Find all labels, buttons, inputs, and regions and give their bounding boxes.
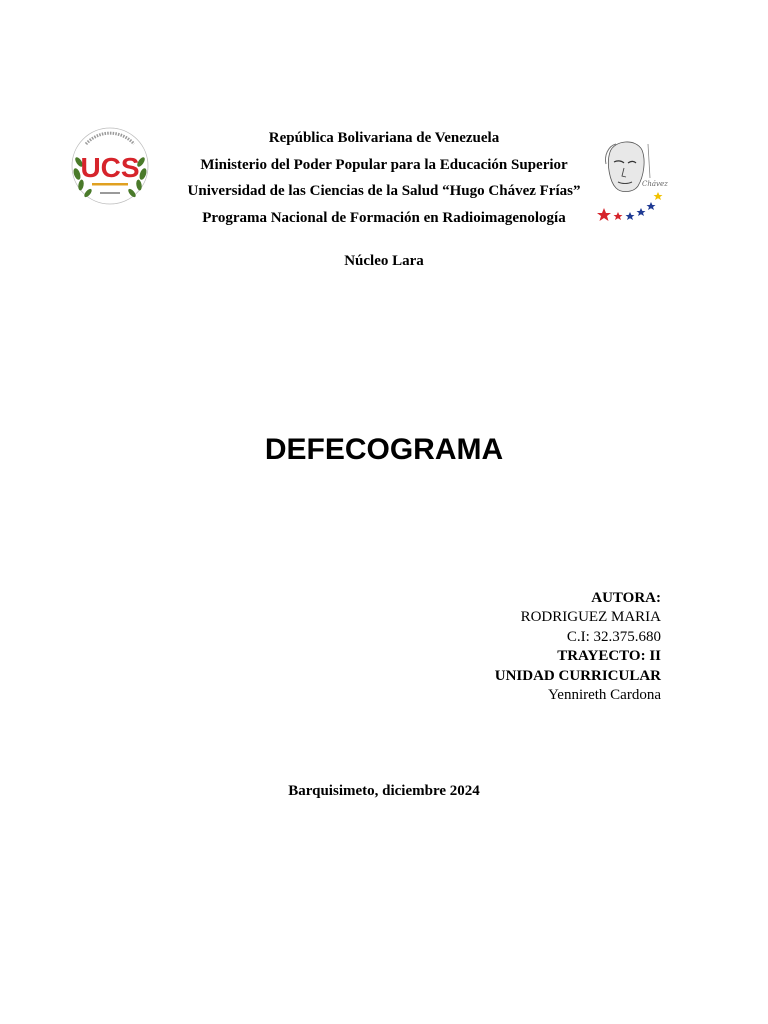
trayecto-label: TRAYECTO: II [557,648,661,665]
header-line-republica: República Bolivariana de Venezuela [268,130,500,146]
portrait-logo [596,134,668,222]
unidad-curricular-label: UNIDAD CURRICULAR [494,667,661,684]
author-block [495,589,661,705]
portrait-sketch-icon [596,134,668,222]
header-line-ministerio: Ministerio del Poder Popular para la Educación Superior [200,156,568,173]
svg-text:UCS: UCS [80,152,140,183]
ucs-emblem-icon [66,124,154,208]
header-line-universidad: Universidad de las Ciencias de la Salud “Hugo Chávez Frías” [187,183,581,200]
place-date: Barquisimeto, diciembre 2024 [288,783,480,799]
document-title: DEFECOGRAMA [264,433,504,466]
svg-text:Chávez: Chávez [642,180,668,188]
nucleo-label: Núcleo Lara [344,253,424,269]
autora-name: RODRIGUEZ MARIA [520,609,661,626]
unidad-curricular-value: Yennireth Cardona [547,687,661,704]
ucs-logo [66,124,154,208]
ci-number: C.I: 32.375.680 [566,628,661,645]
autora-label: AUTORA: [591,590,661,606]
header-line-programa: Programa Nacional de Formación en Radioimagenología [202,210,566,227]
